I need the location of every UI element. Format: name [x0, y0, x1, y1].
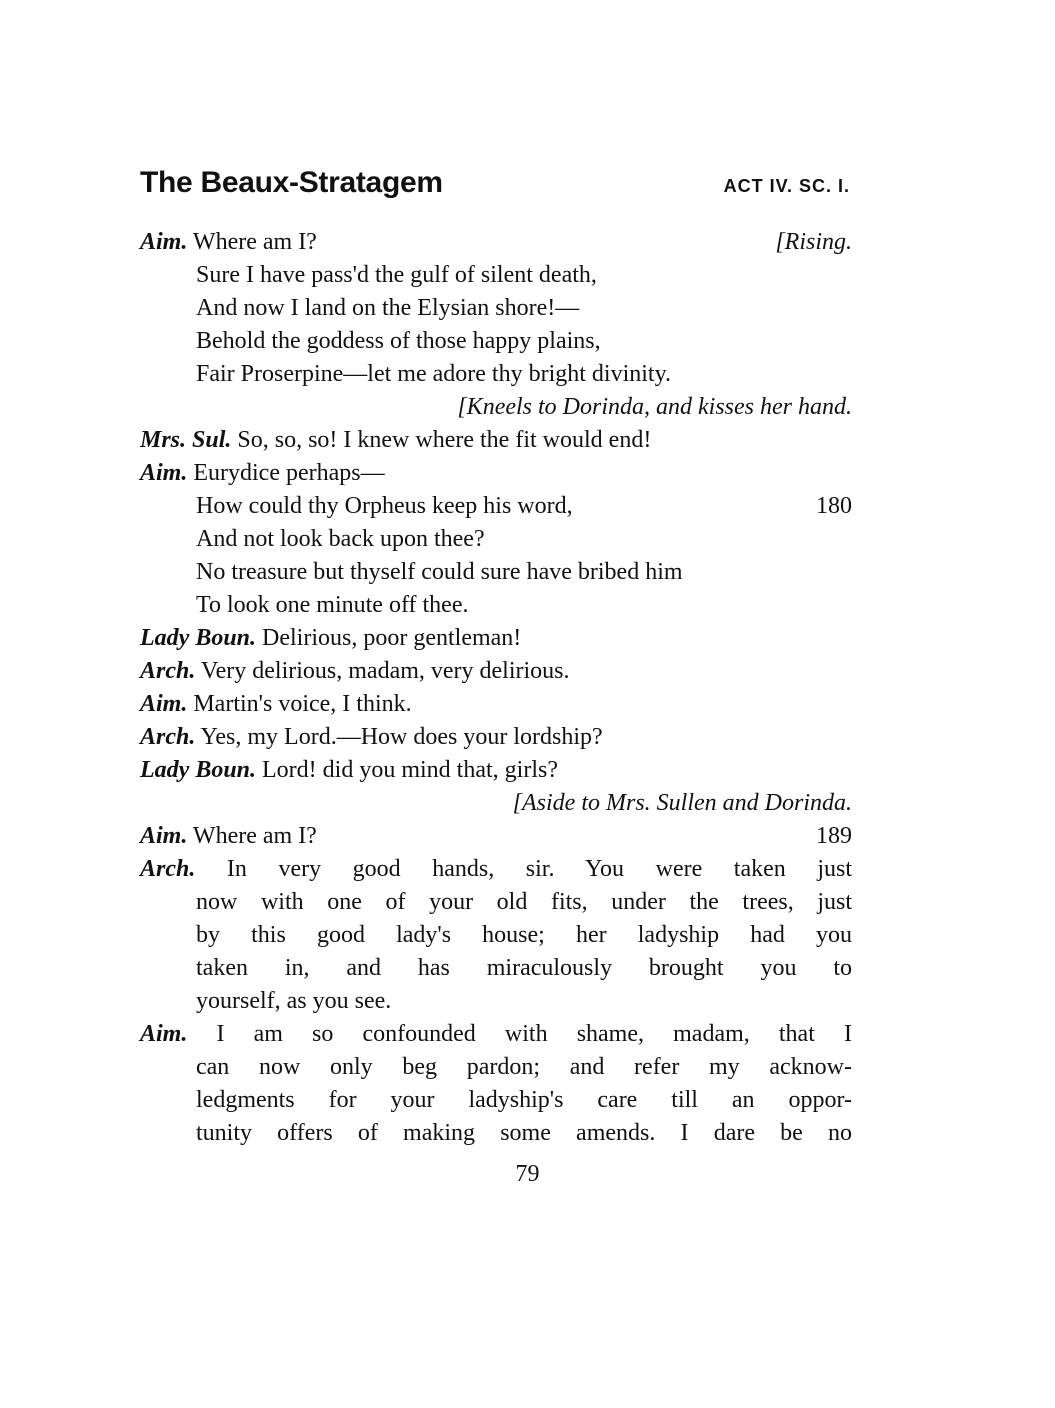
stage-direction: [Kneels to Dorinda, and kisses her hand.: [457, 394, 852, 420]
prose-line: [196, 1084, 852, 1117]
line-text: can now only beg pardon; and refer my acknow-: [196, 1054, 852, 1080]
dialogue-line: [140, 457, 852, 490]
speaker-name: Arch.: [140, 724, 196, 750]
running-header: [140, 166, 850, 206]
stage-direction-line: [140, 391, 852, 424]
line-number: 180: [816, 493, 852, 519]
line-text: Where am I?: [192, 229, 317, 255]
line-text: now with one of your old fits, under the trees, just: [196, 889, 852, 915]
speaker-name: Lady Boun.: [140, 625, 257, 651]
stage-direction: [Aside to Mrs. Sullen and Dorinda.: [512, 790, 852, 816]
line-text: taken in, and has miraculously brought you to: [196, 955, 852, 981]
line-text: How could thy Orpheus keep his word,: [196, 493, 573, 519]
speaker-name: Mrs. Sul.: [140, 427, 232, 453]
speaker-name: Arch.: [140, 658, 196, 684]
page-title: The Beaux-Stratagem: [140, 166, 443, 199]
prose-line: [196, 1117, 852, 1150]
line-text: And not look back upon thee?: [196, 526, 485, 552]
verse-line: [196, 292, 852, 325]
act-scene-label: ACT IV. SC. I.: [723, 176, 850, 196]
speaker-name: Aim.: [140, 460, 188, 486]
verse-line: [196, 523, 852, 556]
speaker-name: Arch.: [140, 856, 196, 882]
dialogue-line: [140, 721, 852, 754]
prose-line: [196, 919, 852, 952]
speaker-name: Aim.: [140, 1021, 188, 1047]
dialogue-line: [140, 688, 852, 721]
speaker-name: Lady Boun.: [140, 757, 257, 783]
line-text: Sure I have pass'd the gulf of silent death,: [196, 262, 597, 288]
dialogue-line: [140, 622, 852, 655]
line-text: And now I land on the Elysian shore!—: [196, 295, 580, 321]
verse-line: [196, 490, 852, 523]
line-text: I am so confounded with shame, madam, that I: [216, 1021, 852, 1047]
line-text: Fair Proserpine—let me adore thy bright divinity.: [196, 361, 672, 387]
prose-line: [196, 1051, 852, 1084]
dialogue-line: [140, 655, 852, 688]
line-text: Eurydice perhaps—: [193, 460, 385, 486]
prose-line: [196, 952, 852, 985]
line-text: Martin's voice, I think.: [193, 691, 412, 717]
line-text: Lord! did you mind that, girls?: [262, 757, 558, 783]
line-text: by this good lady's house; her ladyship had you: [196, 922, 852, 948]
prose-line: [140, 853, 852, 886]
line-text: So, so, so! I knew where the fit would end!: [237, 427, 652, 453]
verse-line: [196, 556, 852, 589]
verse-line: [196, 259, 852, 292]
prose-line: [196, 886, 852, 919]
line-text: Very delirious, madam, very delirious.: [200, 658, 570, 684]
verse-line: [196, 589, 852, 622]
stage-direction-line: [140, 787, 852, 820]
prose-line: [196, 985, 852, 1018]
verse-line: [196, 325, 852, 358]
stage-direction: [Rising.: [775, 229, 852, 255]
dialogue-line: [140, 754, 852, 787]
speaker-name: Aim.: [140, 823, 188, 849]
line-text: Where am I?: [192, 823, 317, 849]
line-text: yourself, as you see.: [196, 988, 392, 1014]
line-text: In very good hands, sir. You were taken just: [226, 856, 853, 882]
verse-line: [196, 358, 852, 391]
speaker-name: Aim.: [140, 229, 188, 255]
prose-line: [140, 1018, 852, 1051]
line-text: Yes, my Lord.—How does your lordship?: [200, 724, 603, 750]
dialogue-line: [140, 424, 852, 457]
dialogue-line: [140, 226, 852, 259]
page-number: 79: [515, 1161, 540, 1187]
line-text: Delirious, poor gentleman!: [262, 625, 522, 651]
line-text: ledgments for your ladyship's care till an oppor-: [196, 1087, 852, 1113]
line-number: 189: [816, 823, 852, 849]
speaker-name: Aim.: [140, 691, 188, 717]
line-text: To look one minute off thee.: [196, 592, 469, 618]
line-text: No treasure but thyself could sure have bribed him: [196, 559, 683, 585]
line-text: tunity offers of making some amends. I dare be no: [196, 1120, 852, 1146]
line-text: Behold the goddess of those happy plains,: [196, 328, 601, 354]
dialogue-line: [140, 820, 852, 853]
